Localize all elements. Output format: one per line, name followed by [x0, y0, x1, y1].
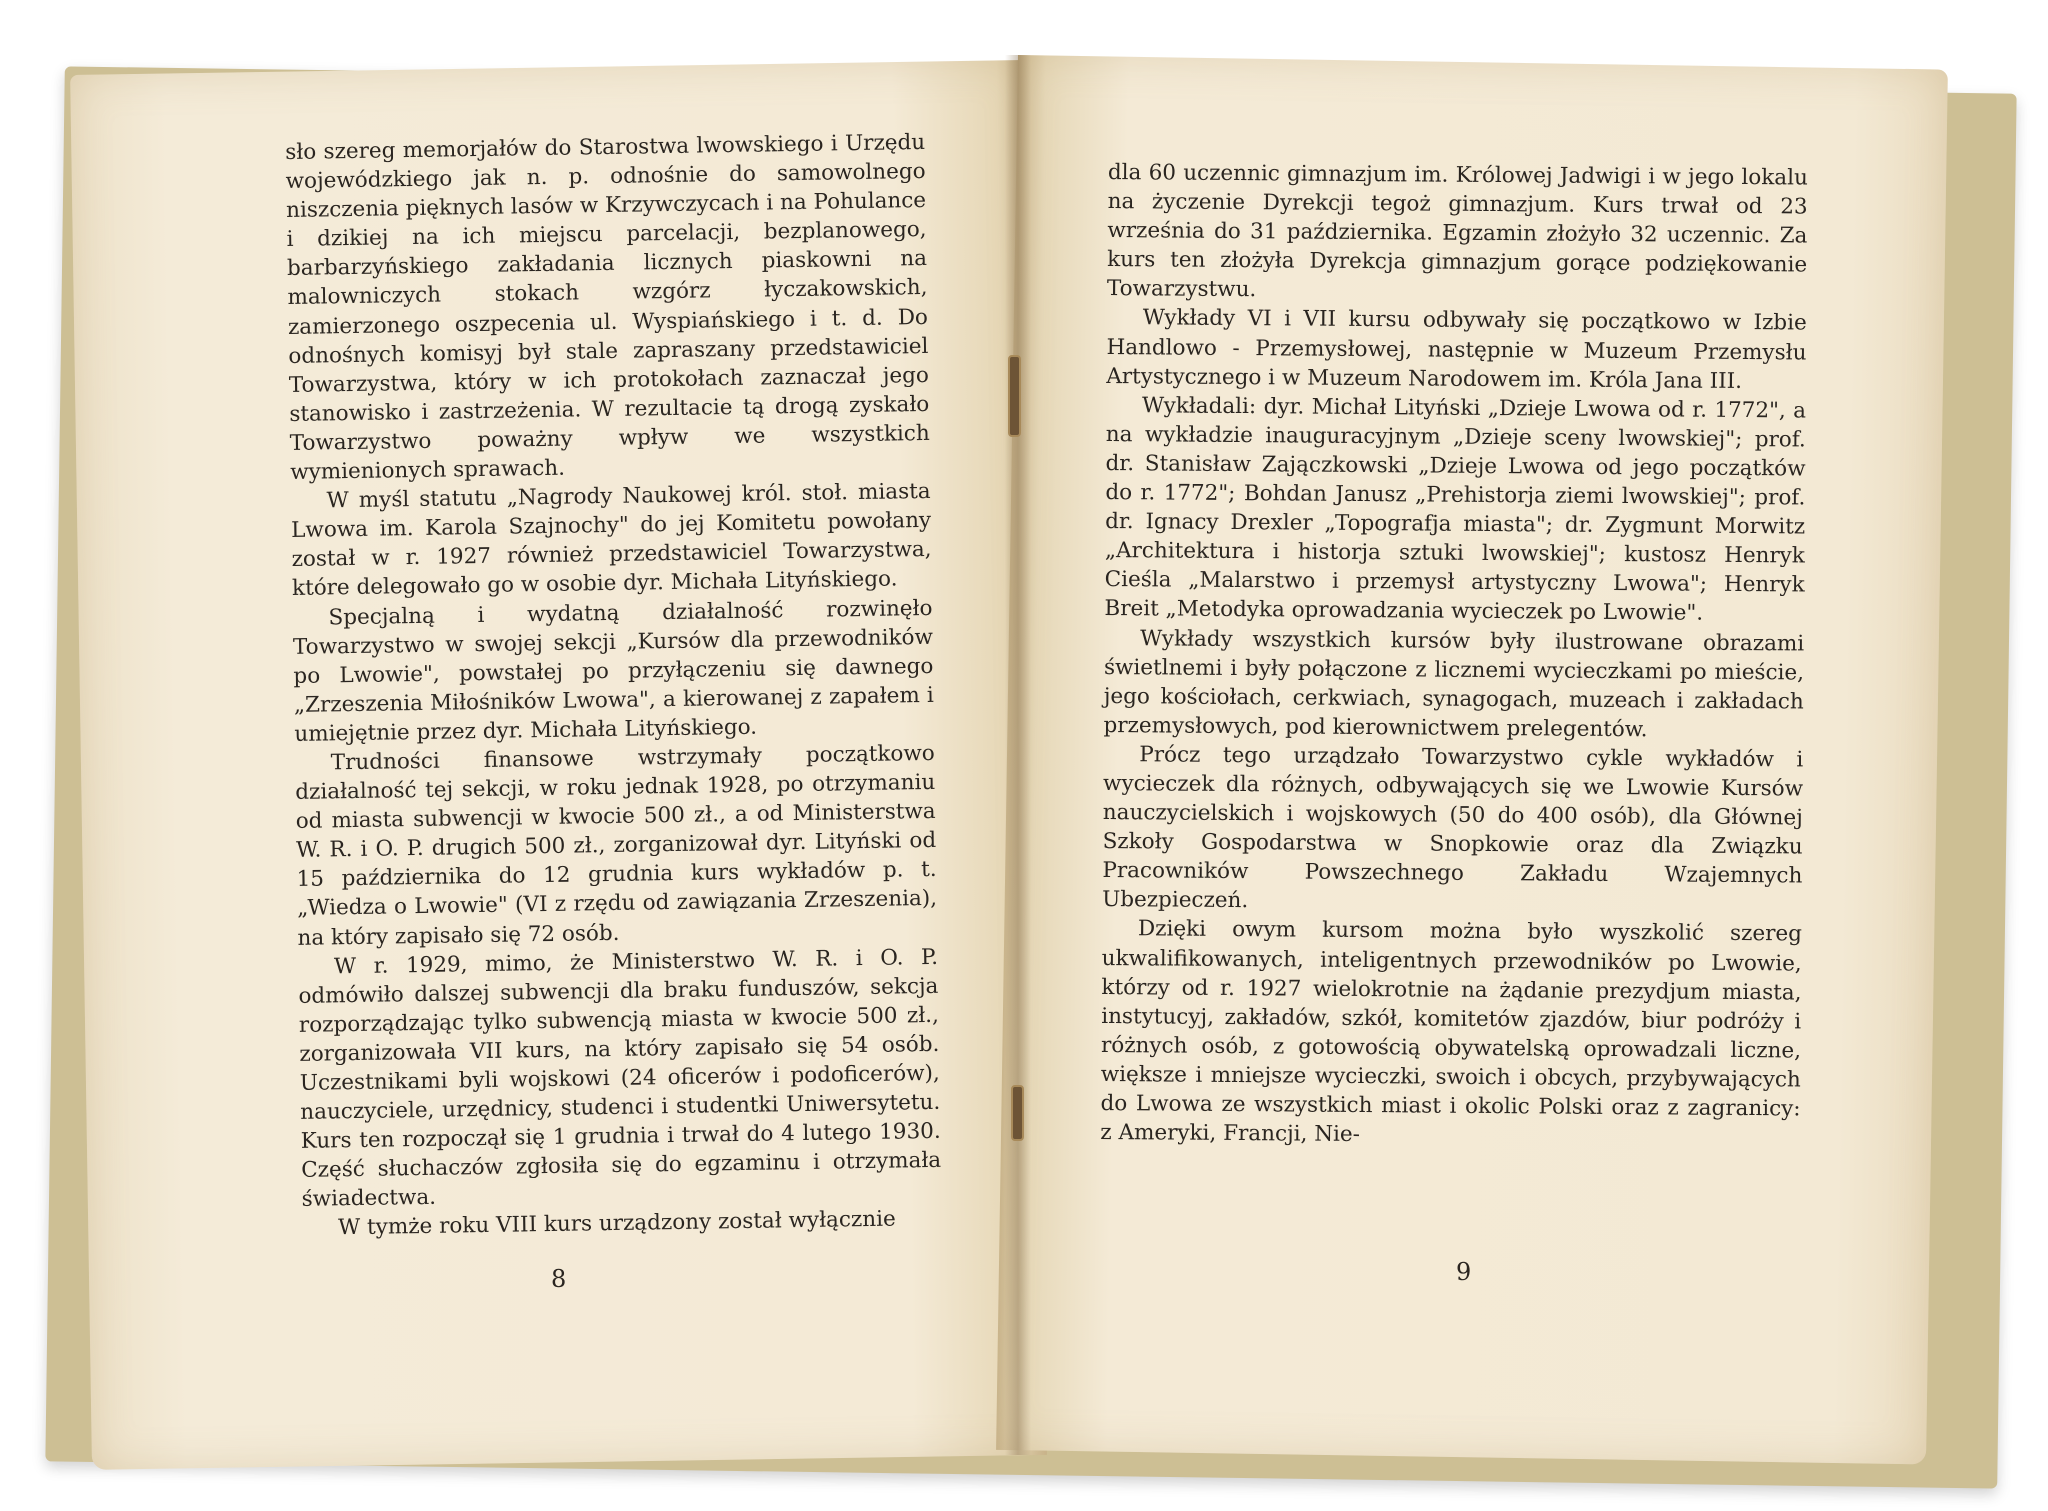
page-number-right: 9: [1456, 1258, 1472, 1286]
paragraph: Wykładali: dyr. Michał Lityński „Dzieje Lwowa od r. 1772", a na wykładzie inauguracyjnym „Dzieje sceny lwowskiej"; prof. dr. Stanisław Zajączkowski „Dzieje Lwowa od jego początków do r. 1772"; Bohdan Janusz „Prehistorja ziemi lwowskiej"; prof. dr. Ignacy Drexler „Topografja miasta"; dr. Zygmunt Morwitz „Architektura i historja sztuki lwowskiej"; kustosz Henryk Cieśla „Malarstwo i przemysł artystyczny Lwowa"; Henryk Breit „Metodyka oprowadzania wycieczek po Lwowie".: [1104, 393, 1807, 627]
paragraph: W r. 1929, mimo, że Ministerstwo W. R. i O. P. odmówiło dalszej subwencji dla braku funduszów, sekcja rozporządzając tylko subwencją miasta w kwocie 500 zł., zorganizowała VII kurs, na który zapisało się 54 osób. Uczestnikami byli wojskowi (24 oficerów i podoficerów), nauczyciele, urzędnicy, studenci i studentki Uniwersytetu. Kurs ten rozpoczął się 1 grudnia i trwał do 4 lutego 1930. Część słuchaczów zgłosiła się do egzaminu i otrzymała świadectwa.: [298, 944, 942, 1213]
page-gutter: [1005, 55, 1031, 1455]
binding-staple-bottom: [1011, 1085, 1024, 1141]
right-page-text: [1100, 158, 1808, 1153]
paragraph: Wykłady VI i VII kursu odbywały się początkowo w Izbie Handlowo - Przemysłowej, następnie w Muzeum Przemysłu Artystycznego i w Muzeum Narodowem im. Króla Jana III.: [1106, 305, 1807, 394]
paragraph: sło szereg memorjałów do Starostwa lwowskiego i Urzędu wojewódzkiego jak n. p. odnośnie do samowolnego niszczenia pięknych lasów w Krzywczycach i na Pohulance i dzikiej na ich miejscu parcelacji, bezplanowego, barbarzyńskiego zakładania licznych piaskowni na malowniczych stokach wzgórz łyczakowskich, zamierzonego oszpecenia ul. Wyspiańskiego i t. d. Do odnośnych komisyj był stale zapraszany przedstawiciel Towarzystwa, który w ich protokołach zaznaczał jego stanowisko i zastrzeżenia. W rezultacie tą drogą zyskało Towarzystwo poważny wpływ we wszystkich wymienionych sprawach.: [285, 129, 930, 485]
paragraph: Prócz tego urządzało Towarzystwo cykle wykładów i wycieczek dla różnych, odbywających się we Lwowie Kursów nauczycielskich i wojskowych (50 do 400 osób), dla Głównej Szkoły Gospodarstwa w Snopkowie oraz dla Związku Pracowników Powszechnego Zakładu Wzajemnych Ubezpieczeń.: [1102, 742, 1804, 914]
paragraph: Wykłady wszystkich kursów były ilustrowane obrazami świetlnemi i były połączone z licznemi wycieczkami po mieście, jego kościołach, cerkwiach, synagogach, muzeach i zakładach przemysłowych, pod kierownictwem prelegentów.: [1103, 625, 1805, 743]
paragraph: Dzięki owym kursom można było wyszkolić szereg ukwalifikowanych, inteligentnych przewodników po Lwowie, którzy od r. 1927 wielokrotnie na żądanie prezydjum miasta, instytucyj, zakładów, szkół, komitetów zjazdów, biur podróży i różnych osób, z gotowością obywatelską oprowadzali liczne, większe i mniejsze wycieczki, swoich i obcych, przybywających do Lwowa ze wszystkich miast i okolic Polski oraz z zagranicy: z Ameryki, Francji, Nie-: [1100, 916, 1803, 1148]
paragraph: dla 60 uczennic gimnazjum im. Królowej Jadwigi i w jego lokalu na życzenie Dyrekcji tegoż gimnazjum. Kurs trwał od 23 września do 31 października. Egzamin złożyło 32 uczennic. Za kurs ten złożyła Dyrekcja gimnazjum gorące podziękowanie Towarzystwu.: [1106, 159, 1808, 303]
paragraph: Specjalną i wydatną działalność rozwinęło Towarzystwo w swojej sekcji „Kursów dla przewodników po Lwowie", powstałej po przyłączeniu się dawnego „Zrzeszenia Miłośników Lwowa", a kierowanej z zapałem i umiejętnie przez dyr. Michała Lityńskiego.: [292, 595, 935, 747]
paragraph: W tymże roku VIII kurs urządzony został wyłącznie: [337, 1207, 896, 1241]
paragraph: Trudności finansowe wstrzymały początkowo działalność tej sekcji, w roku jednak 1928, po otrzymaniu od miasta subwencji w kwocie 500 zł., a od Ministerstwa W. R. i O. P. drugich 500 zł., zorganizował dyr. Lityński od 15 października do 12 grudnia kurs wykładów p. t. „Wiedza o Lwowie" (VI z rzędu od zawiązania Zrzeszenia), na który zapisało się 72 osób.: [295, 740, 938, 951]
page-number-left: 8: [551, 1265, 567, 1293]
left-page-text: [285, 128, 942, 1243]
binding-staple-top: [1008, 355, 1021, 437]
paragraph: W myśl statutu „Nagrody Naukowej król. stoł. miasta Lwowa im. Karola Szajnochy" do jej Komitetu powołany został w r. 1927 również przedstawiciel Towarzystwa, które delegowało go w osobie dyr. Michała Lityńskiego.: [290, 479, 932, 602]
